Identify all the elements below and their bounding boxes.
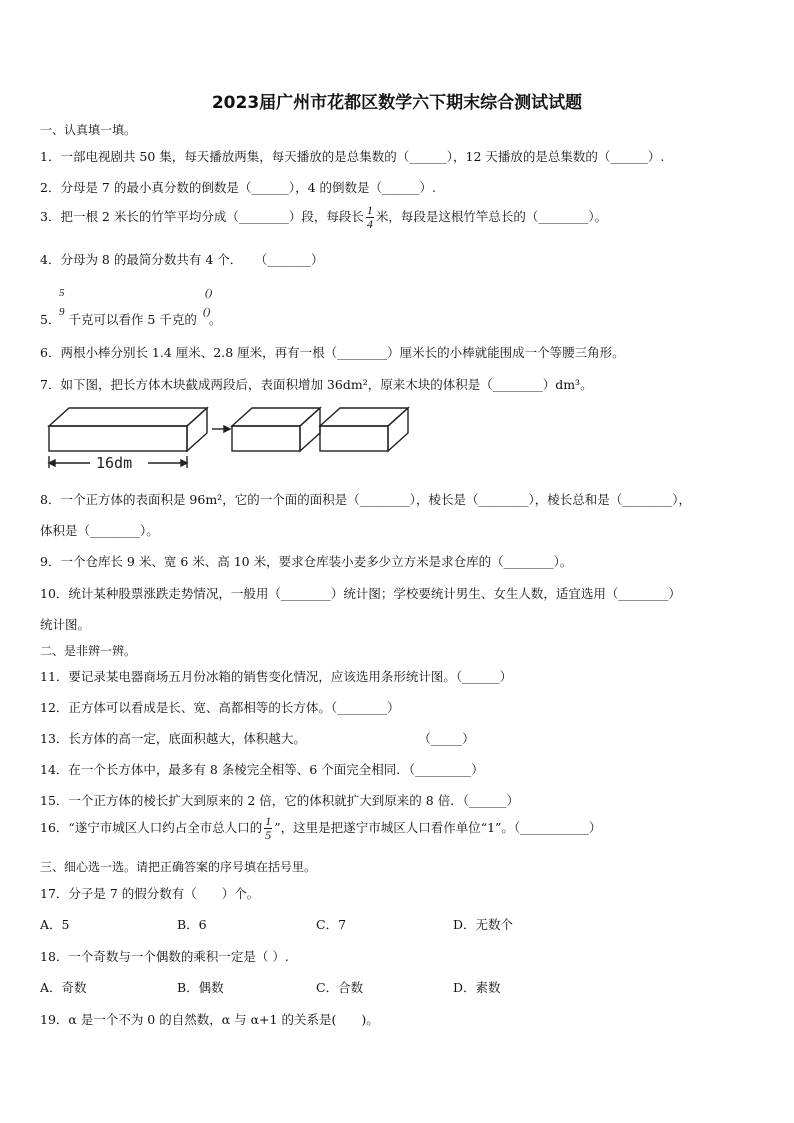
question-7: 7．如下图，把长方体木块截成两段后，表面积增加 36dm²，原来木块的体积是（________）dm³。 bbox=[40, 377, 593, 392]
page-title: 2023届广州市花都区数学六下期末综合测试试题 bbox=[211, 93, 583, 113]
q17-option-c: C．7 bbox=[316, 917, 347, 932]
question-5-text: 千克可以看作 5 千克的 bbox=[68, 312, 197, 327]
question-14: 14．在一个长方体中，最多有 8 条棱完全相等、6 个面完全相同．（_________） bbox=[40, 762, 484, 777]
question-19: 19．α 是一个不为 0 的自然数，α 与 α+1 的关系是( )。 bbox=[40, 1012, 379, 1027]
question-18: 18．一个奇数与一个偶数的乘积一定是（ ）. bbox=[40, 949, 289, 964]
question-16 bbox=[40, 815, 601, 842]
question-8-line-1: 8．一个正方体的表面积是 96m²，它的一个面的面积是（________），棱长是（________），棱长总和是（________）， bbox=[40, 492, 691, 507]
q18-option-d: D．素数 bbox=[453, 980, 501, 995]
fraction-denominator: 4 bbox=[366, 217, 373, 231]
q5-fraction-denominator: 9 bbox=[59, 306, 65, 318]
fraction-numerator: 1 bbox=[265, 814, 272, 828]
q17-option-b: B．6 bbox=[177, 917, 207, 932]
question-3-text-b: 米，每段是这根竹竿总长的（________）。 bbox=[375, 209, 608, 224]
section-3-heading: 三、细心选一选。请把正确答案的序号填在括号里。 bbox=[40, 860, 317, 874]
q5-blank-numerator: () bbox=[205, 287, 213, 299]
question-8-line-2: 体积是（________）。 bbox=[40, 523, 159, 538]
question-5 bbox=[40, 310, 221, 328]
q17-option-d: D．无数个 bbox=[453, 917, 514, 932]
section-1-heading: 一、认真填一填。 bbox=[40, 123, 137, 137]
q18-option-a: A．奇数 bbox=[40, 980, 87, 995]
question-11: 11．要记录某电器商场五月份冰箱的销售变化情况，应该选用条形统计图。（______） bbox=[40, 669, 513, 684]
question-15: 15．一个正方体的棱长扩大到原来的 2 倍，它的体积就扩大到原来的 8 倍．（______） bbox=[40, 793, 519, 808]
question-10-line-1: 10．统计某种股票涨跌走势情况，一般用（________）统计图；学校要统计男生、女生人数，适宜选用（________） bbox=[40, 586, 681, 601]
q5-blank-denominator: () bbox=[203, 306, 211, 318]
long-block-front bbox=[49, 426, 187, 451]
question-1: 1．一部电视剧共 50 集，每天播放两集，每天播放的是总集数的（______），12 天播放的是总集数的（______）. bbox=[40, 149, 665, 164]
question-17: 17．分子是 7 的假分数有（ ）个。 bbox=[40, 886, 260, 901]
q5-fraction-numerator: 5 bbox=[59, 287, 65, 299]
question-9: 9．一个仓库长 9 米、宽 6 米、高 10 米，要求仓库装小麦多少立方米是求仓库的（________）。 bbox=[40, 554, 573, 569]
figure-length-label: 16dm bbox=[96, 454, 133, 472]
question-4: 4．分母为 8 的最简分数共有 4 个． （_______） bbox=[40, 252, 324, 267]
question-16-text-a: 16．“遂宁市城区人口约占全市总人口的 bbox=[40, 820, 263, 835]
question-13: 13．长方体的高一定，底面积越大，体积越大。 （_____） bbox=[40, 731, 475, 746]
question-6: 6．两根小棒分别长 1.4 厘米、2.8 厘米，再有一根（________）厘米长的小棒就能围成一个等腰三角形。 bbox=[40, 345, 625, 360]
question-10-line-2: 统计图。 bbox=[40, 617, 91, 632]
q17-option-a: A．5 bbox=[40, 917, 70, 932]
fraction-denominator: 5 bbox=[265, 828, 272, 842]
question-5-end: 。 bbox=[208, 312, 222, 327]
q18-option-c: C．合数 bbox=[316, 980, 364, 995]
question-3-text-a: 3．把一根 2 米长的竹竿平均分成（________）段，每段长 bbox=[40, 209, 364, 224]
question-12: 12．正方体可以看成是长、宽、高都相等的长方体。（________） bbox=[40, 700, 400, 715]
cuboid-cut-figure bbox=[44, 400, 414, 476]
long-block-side bbox=[187, 408, 207, 451]
question-3 bbox=[40, 204, 607, 231]
question-5-num: 5． bbox=[40, 312, 61, 327]
fraction-one-fifth bbox=[264, 815, 272, 842]
section-2-heading: 二、是非辨一辨。 bbox=[40, 644, 137, 658]
long-block-top bbox=[49, 408, 207, 426]
question-2: 2．分母是 7 的最小真分数的倒数是（______），4 的倒数是（______）. bbox=[40, 180, 437, 195]
fraction-one-quarter bbox=[366, 204, 374, 231]
q18-option-b: B．偶数 bbox=[177, 980, 224, 995]
question-16-text-b: ”，这里是把遂宁市城区人口看作单位“1”。（___________） bbox=[274, 820, 602, 835]
fraction-numerator: 1 bbox=[366, 203, 373, 217]
